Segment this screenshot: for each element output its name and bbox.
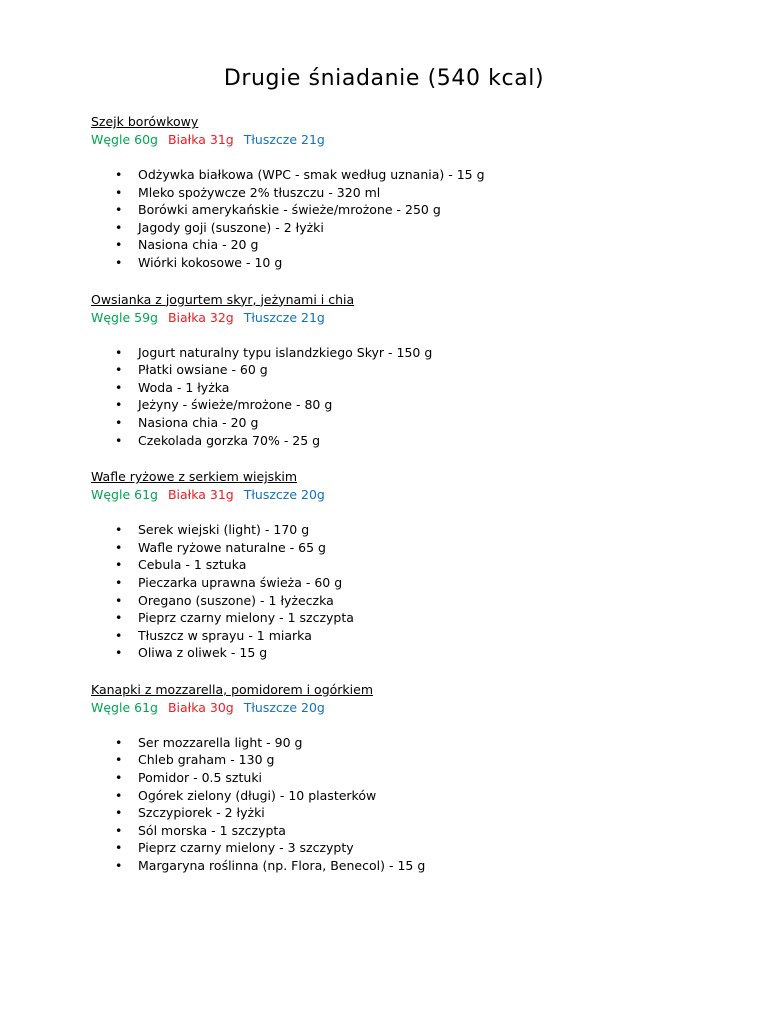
- protein-value: Białka 31g: [167, 487, 234, 503]
- ingredient-item: • Pieprz czarny mielony - 3 szczypty: [91, 839, 731, 857]
- recipe-title: Szejk borówkowy: [91, 114, 199, 129]
- recipe-title: Owsianka z jogurtem skyr, jeżynami i chia: [91, 291, 355, 307]
- ingredient-item: • Nasiona chia - 20 g: [91, 236, 731, 254]
- ingredient-list: [91, 166, 731, 272]
- carbs-value: Węgle 61g: [91, 699, 158, 715]
- ingredient-item: • Jeżyny - świeże/mrożone - 80 g: [91, 396, 731, 414]
- macros-line: [91, 309, 731, 327]
- recipe-section: [91, 681, 731, 875]
- ingredient-item: • Pomidor - 0.5 sztuki: [91, 769, 731, 787]
- ingredient-item: • Szczypiorek - 2 łyżki: [91, 804, 731, 822]
- ingredient-item: • Woda - 1 łyżka: [91, 379, 731, 397]
- ingredient-item: • Margaryna roślinna (np. Flora, Benecol) - 15 g: [91, 857, 731, 875]
- ingredient-item: • Nasiona chia - 20 g: [91, 414, 731, 432]
- carbs-value: Węgle 60g: [91, 132, 158, 147]
- ingredient-item: • Cebula - 1 sztuka: [91, 556, 731, 574]
- recipe-title: Wafle ryżowe z serkiem wiejskim: [91, 469, 298, 485]
- ingredient-item: • Pieprz czarny mielony - 1 szczypta: [91, 609, 731, 627]
- ingredient-item: • Chleb graham - 130 g: [91, 751, 731, 769]
- recipe-section: [91, 113, 731, 272]
- ingredient-item: • Ogórek zielony (długi) - 10 plasterków: [91, 787, 731, 805]
- ingredient-item: • Jagody goji (suszone) - 2 łyżki: [91, 219, 731, 237]
- macros-line: [91, 131, 731, 149]
- ingredient-list: [91, 734, 731, 875]
- ingredient-item: • Pieczarka uprawna świeża - 60 g: [91, 574, 731, 592]
- carbs-value: Węgle 59g: [91, 309, 158, 325]
- recipe-title: Kanapki z mozzarella, pomidorem i ogórkiem: [91, 681, 374, 697]
- page-title: Drugie śniadanie (540 kcal): [223, 66, 545, 91]
- recipe-list: [91, 113, 731, 894]
- ingredient-list: [91, 344, 731, 450]
- ingredient-list: [91, 521, 731, 662]
- ingredient-item: • Tłuszcz w sprayu - 1 miarka: [91, 627, 731, 645]
- ingredient-item: • Mleko spożywcze 2% tłuszczu - 320 ml: [91, 184, 731, 202]
- fat-value: Tłuszcze 21g: [243, 309, 325, 325]
- ingredient-item: • Czekolada gorzka 70% - 25 g: [91, 432, 731, 450]
- ingredient-item: • Jogurt naturalny typu islandzkiego Skyr - 150 g: [91, 344, 731, 362]
- ingredient-item: • Sól morska - 1 szczypta: [91, 822, 731, 840]
- recipe-section: [91, 291, 731, 450]
- fat-value: Tłuszcze 20g: [243, 699, 325, 715]
- ingredient-item: • Oliwa z oliwek - 15 g: [91, 644, 731, 662]
- fat-value: Tłuszcze 20g: [243, 487, 325, 503]
- recipe-section: [91, 468, 731, 662]
- ingredient-item: • Oregano (suszone) - 1 łyżeczka: [91, 592, 731, 610]
- ingredient-item: • Odżywka białkowa (WPC - smak według uznania) - 15 g: [91, 166, 731, 184]
- macros-line: [91, 486, 731, 504]
- protein-value: Białka 32g: [167, 309, 234, 325]
- macros-line: [91, 699, 731, 717]
- ingredient-item: • Wiórki kokosowe - 10 g: [91, 254, 731, 272]
- ingredient-item: • Wafle ryżowe naturalne - 65 g: [91, 539, 731, 557]
- ingredient-item: • Ser mozzarella light - 90 g: [91, 734, 731, 752]
- ingredient-item: • Serek wiejski (light) - 170 g: [91, 521, 731, 539]
- protein-value: Białka 30g: [167, 699, 234, 715]
- protein-value: Białka 31g: [167, 132, 234, 147]
- fat-value: Tłuszcze 21g: [243, 132, 325, 147]
- ingredient-item: • Płatki owsiane - 60 g: [91, 361, 731, 379]
- carbs-value: Węgle 61g: [91, 487, 158, 503]
- ingredient-item: • Borówki amerykańskie - świeże/mrożone - 250 g: [91, 201, 731, 219]
